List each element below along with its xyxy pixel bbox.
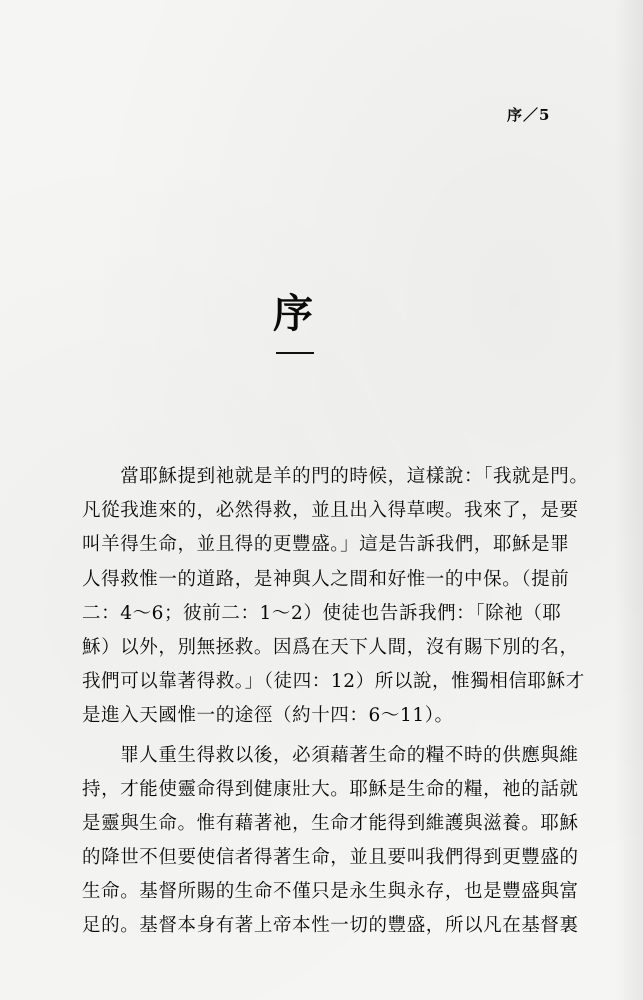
- text-line: 凡從我進來的，必然得救，並且出入得草喫。我來了，是要: [82, 500, 579, 522]
- chapter-title: 序: [273, 290, 313, 337]
- text-line: 我們可以靠著得救。」（徒四：12）所以說，惟獨相信耶穌才: [82, 671, 585, 693]
- text-line: 人得救惟一的道路，是神與人之間和好惟一的中保。（提前: [82, 568, 570, 590]
- text-line: 是靈與生命。惟有藉著祂，生命才能得到維護與滋養。耶穌: [82, 812, 579, 834]
- text-line: 穌）以外，別無拯救。因爲在天下人間，沒有賜下別的名，: [82, 636, 579, 658]
- text-line: 叫羊得生命，並且得的更豐盛。」這是告訴我們，耶穌是罪: [82, 534, 570, 556]
- text-line: 當耶穌提到祂就是羊的門的時候，這樣說：「我就是門。: [82, 466, 589, 487]
- text-line: 是進入天國惟一的途徑（約十四：6～11）。: [82, 705, 454, 727]
- running-head: 序／5: [507, 106, 551, 124]
- body-text: [82, 460, 589, 944]
- title-underline: [276, 352, 314, 354]
- text-line: 的降世不但要使信者得著生命，並且要叫我們得到更豐盛的: [82, 847, 579, 869]
- text-line: 二：4～6；彼前二：1～2）使徒也告訴我們：「除祂（耶: [82, 602, 562, 624]
- text-line: 生命。基督所賜的生命不僅只是永生與永存，也是豐盛與富: [82, 881, 579, 903]
- text-line: 足的。基督本身有著上帝本性一切的豐盛，所以凡在基督裏: [82, 915, 579, 937]
- text-line: 罪人重生得救以後，必須藉著生命的糧不時的供應與維: [82, 744, 579, 766]
- text-line: 持，才能使靈命得到健康壯大。耶穌是生命的糧，祂的話就: [82, 778, 579, 800]
- page-edge-shadow: [615, 0, 643, 1000]
